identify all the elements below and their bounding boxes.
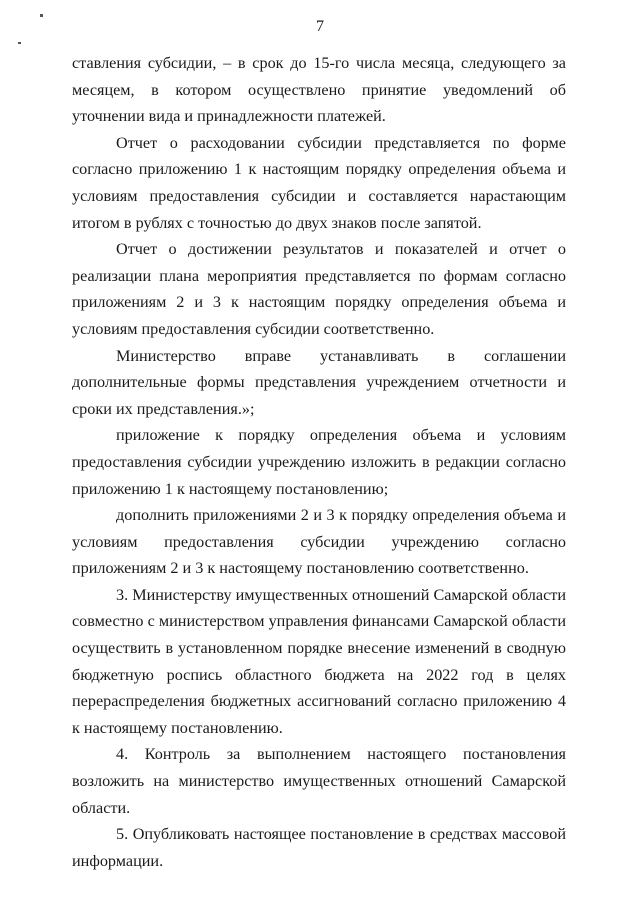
paragraph: 3. Министерству имущественных отношений Самарской области совместно с министерством управления финансами Самарской области осуществить в установленном порядке внесение изменений в сводную бюджетную роспись областного бюджета на 2022 год в целях перераспределения бюджетных ассигнований согласно приложению 4 к настоящему постановлению. bbox=[72, 585, 566, 737]
page-number: 7 bbox=[316, 18, 324, 35]
paragraph: дополнить приложениями 2 и 3 к порядку определения объема и условиям предоставления субсидии учреждению согласно приложениям 2 и 3 к настоящему постановлению соответственно. bbox=[72, 506, 566, 578]
paragraph: 5. Опубликовать настоящее постановление в средствах массовой информации. bbox=[72, 825, 566, 870]
paragraph: Министерство вправе устанавливать в соглашении дополнительные формы представления учреждением отчетности и сроки их представления.»; bbox=[72, 346, 566, 418]
document-body bbox=[72, 50, 566, 874]
scan-speck bbox=[40, 14, 43, 17]
paragraph: приложение к порядку определения объема и условиям предоставления субсидии учреждению изложить в редакции согласно приложению 1 к настоящему постановлению; bbox=[72, 426, 566, 498]
paragraph: 4. Контроль за выполнением настоящего постановления возложить на министерство имущественных отношений Самарской области. bbox=[72, 745, 566, 817]
paragraph: Отчет о расходовании субсидии представляется по форме согласно приложению 1 к настоящим порядку определения объема и условиям предоставления субсидии и составляется нарастающим итогом в рублях с точностью до двух знаков после запятой. bbox=[72, 133, 566, 232]
scan-speck bbox=[18, 42, 21, 44]
paragraph: ставления субсидии, – в срок до 15-го числа месяца, следующего за месяцем, в котором осуществлено принятие уведомлений об уточнении вида и принадлежности платежей. bbox=[72, 54, 566, 126]
paragraph: Отчет о достижении результатов и показателей и отчет о реализации плана мероприятия представляется по формам согласно приложениям 2 и 3 к настоящим порядку определения объема и условиям предоставления субсидии соответственно. bbox=[72, 240, 566, 338]
